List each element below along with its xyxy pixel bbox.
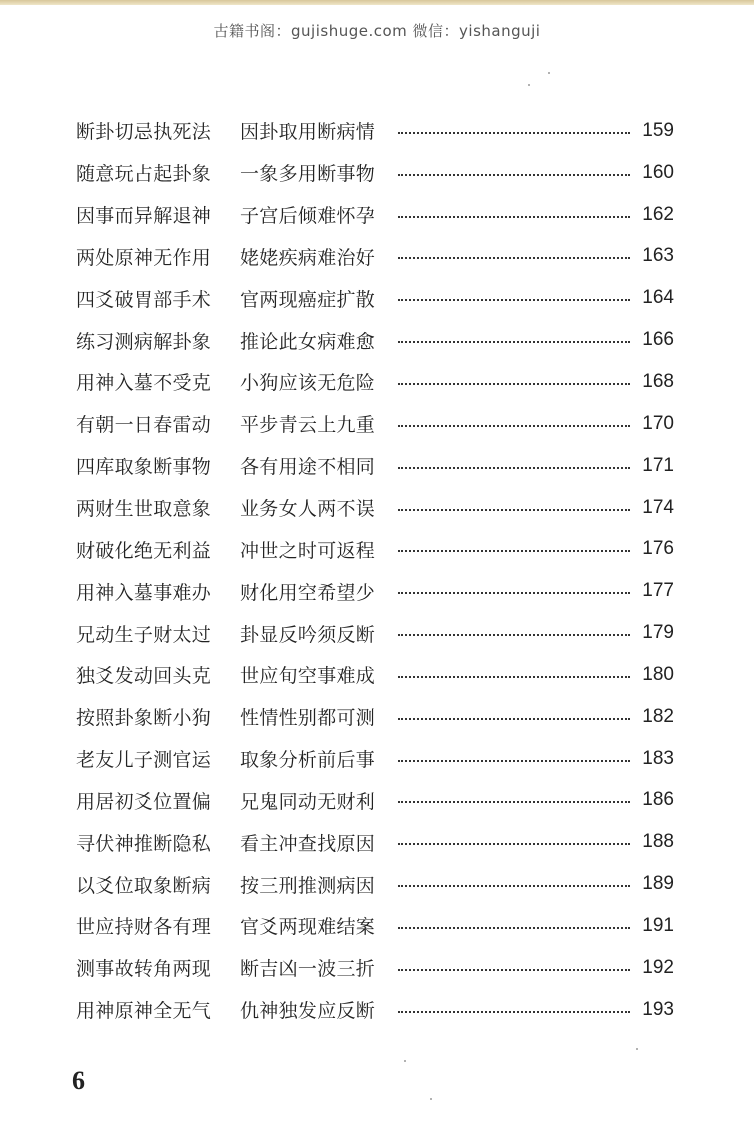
scan-speck xyxy=(548,72,550,74)
toc-dot-leader xyxy=(398,885,630,887)
toc-entry-title-second: 因卦取用断病情 xyxy=(240,121,376,144)
scan-speck xyxy=(636,1048,638,1050)
toc-entry-title-second: 官两现癌症扩散 xyxy=(240,288,376,311)
toc-entry-title-second: 冲世之时可返程 xyxy=(240,539,376,562)
toc-entry-title-first: 兄动生子财太过 xyxy=(76,623,212,646)
toc-entry-title-second: 子宫后倾难怀孕 xyxy=(240,205,376,228)
toc-entry-title-first: 按照卦象断小狗 xyxy=(76,707,212,730)
toc-entry-title-first: 随意玩占起卦象 xyxy=(76,163,212,186)
toc-entry-page: 182 xyxy=(642,705,674,727)
toc-entry xyxy=(76,947,676,989)
toc-entry-page: 188 xyxy=(642,831,674,853)
toc-entry-title-second: 一象多用断事物 xyxy=(240,163,376,186)
scan-speck xyxy=(430,1098,432,1100)
toc-entry-page: 163 xyxy=(642,245,674,267)
toc-entry-title-first: 老友儿子测官运 xyxy=(76,749,212,772)
toc-entry xyxy=(76,445,676,487)
toc-entry-title-second: 兄鬼同动无财利 xyxy=(240,790,376,813)
toc-entry xyxy=(76,905,676,947)
toc-entry-title-first: 两处原神无作用 xyxy=(76,246,212,269)
toc-entry-title-second: 平步青云上九重 xyxy=(240,414,376,437)
toc-entry xyxy=(76,612,676,654)
toc-entry-title-first: 四库取象断事物 xyxy=(76,456,212,479)
toc-entry xyxy=(76,696,676,738)
toc-entry-title-first: 用神原神全无气 xyxy=(76,1000,212,1023)
toc-entry-title-first: 两财生世取意象 xyxy=(76,498,212,521)
toc-entry-page: 159 xyxy=(642,119,674,141)
toc-entry xyxy=(76,152,676,194)
toc-entry-title-second: 取象分析前后事 xyxy=(240,749,376,772)
toc-entry-title-first: 断卦切忌执死法 xyxy=(76,121,212,144)
toc-entry-title-first: 用居初爻位置偏 xyxy=(76,790,212,813)
toc-entry xyxy=(76,487,676,529)
toc-entry-page: 174 xyxy=(642,496,674,518)
toc-entry-title-first: 用神入墓不受克 xyxy=(76,372,212,395)
toc-entry xyxy=(76,194,676,236)
toc-dot-leader xyxy=(398,801,630,803)
toc-dot-leader xyxy=(398,467,630,469)
toc-dot-leader xyxy=(398,132,630,134)
toc-dot-leader xyxy=(398,299,630,301)
toc-entry-page: 162 xyxy=(642,203,674,225)
toc-dot-leader xyxy=(398,257,630,259)
toc-entry xyxy=(76,863,676,905)
toc-entry-title-second: 卦显反吟须反断 xyxy=(240,623,376,646)
toc-dot-leader xyxy=(398,634,630,636)
toc-entry-title-second: 看主冲查找原因 xyxy=(240,832,376,855)
toc-entry-page: 179 xyxy=(642,622,674,644)
toc-entry-page: 186 xyxy=(642,789,674,811)
toc-dot-leader xyxy=(398,969,630,971)
toc-entry-page: 180 xyxy=(642,663,674,685)
toc-dot-leader xyxy=(398,760,630,762)
toc-entry xyxy=(76,319,676,361)
toc-entry xyxy=(76,654,676,696)
toc-entry-title-first: 财破化绝无利益 xyxy=(76,539,212,562)
toc-entry xyxy=(76,528,676,570)
toc-entry-page: 192 xyxy=(642,956,674,978)
toc-entry xyxy=(76,821,676,863)
toc-entry-title-second: 姥姥疾病难治好 xyxy=(240,246,376,269)
toc-dot-leader xyxy=(398,216,630,218)
toc-entry xyxy=(76,277,676,319)
toc-entry-title-first: 寻伏神推断隐私 xyxy=(76,832,212,855)
watermark-header: 古籍书阁：gujishuge.com 微信：yishanguji xyxy=(213,22,541,40)
toc-entry-title-first: 测事故转角两现 xyxy=(76,958,212,981)
toc-entry xyxy=(76,989,676,1031)
toc-entry-title-second: 断吉凶一波三折 xyxy=(240,958,376,981)
toc-dot-leader xyxy=(398,509,630,511)
toc-entry-title-second: 小狗应该无危险 xyxy=(240,372,376,395)
toc-dot-leader xyxy=(398,592,630,594)
toc-entry-page: 176 xyxy=(642,538,674,560)
toc-entry-page: 160 xyxy=(642,161,674,183)
toc-entry-title-first: 世应持财各有理 xyxy=(76,916,212,939)
toc-entry-title-second: 按三刑推测病因 xyxy=(240,874,376,897)
toc-entry xyxy=(76,110,676,152)
toc-entry xyxy=(76,403,676,445)
toc-dot-leader xyxy=(398,341,630,343)
scan-speck xyxy=(528,84,530,86)
toc-entry-page: 168 xyxy=(642,370,674,392)
toc-dot-leader xyxy=(398,383,630,385)
toc-entry-page: 191 xyxy=(642,914,674,936)
page-number: 6 xyxy=(72,1066,85,1095)
toc-entry-title-first: 四爻破胃部手术 xyxy=(76,288,212,311)
toc-dot-leader xyxy=(398,843,630,845)
toc-entry-page: 189 xyxy=(642,873,674,895)
toc-entry-page: 170 xyxy=(642,412,674,434)
toc-entry xyxy=(76,361,676,403)
toc-entry-title-second: 推论此女病难愈 xyxy=(240,330,376,353)
toc-entry-title-first: 有朝一日春雷动 xyxy=(76,414,212,437)
toc-dot-leader xyxy=(398,1011,630,1013)
toc-dot-leader xyxy=(398,927,630,929)
toc-entry-page: 183 xyxy=(642,747,674,769)
toc-entry-title-second: 世应旬空事难成 xyxy=(240,665,376,688)
top-edge-band xyxy=(0,0,754,5)
toc-entry-title-first: 用神入墓事难办 xyxy=(76,581,212,604)
toc-entry xyxy=(76,780,676,822)
toc-entry-title-second: 性情性别都可测 xyxy=(240,707,376,730)
toc-entry-title-second: 官爻两现难结案 xyxy=(240,916,376,939)
toc-dot-leader xyxy=(398,425,630,427)
toc-entry-page: 166 xyxy=(642,329,674,351)
toc-dot-leader xyxy=(398,174,630,176)
toc-entry-page: 177 xyxy=(642,580,674,602)
toc-dot-leader xyxy=(398,718,630,720)
toc-entry-page: 193 xyxy=(642,998,674,1020)
toc-entry-title-second: 业务女人两不误 xyxy=(240,498,376,521)
toc-entry-title-second: 仇神独发应反断 xyxy=(240,1000,376,1023)
toc-entry-title-first: 独爻发动回头克 xyxy=(76,665,212,688)
toc-entry-title-first: 练习测病解卦象 xyxy=(76,330,212,353)
toc-entry xyxy=(76,738,676,780)
toc-entry xyxy=(76,236,676,278)
toc-entry-page: 164 xyxy=(642,287,674,309)
toc-entry-title-second: 财化用空希望少 xyxy=(240,581,376,604)
toc-entry-title-first: 因事而异解退神 xyxy=(76,205,212,228)
toc-entry xyxy=(76,570,676,612)
toc-entry-page: 171 xyxy=(642,454,674,476)
table-of-contents xyxy=(76,110,676,1031)
scan-speck xyxy=(404,1060,406,1062)
toc-entry-title-second: 各有用途不相同 xyxy=(240,456,376,479)
toc-dot-leader xyxy=(398,676,630,678)
toc-dot-leader xyxy=(398,550,630,552)
toc-entry-title-first: 以爻位取象断病 xyxy=(76,874,212,897)
